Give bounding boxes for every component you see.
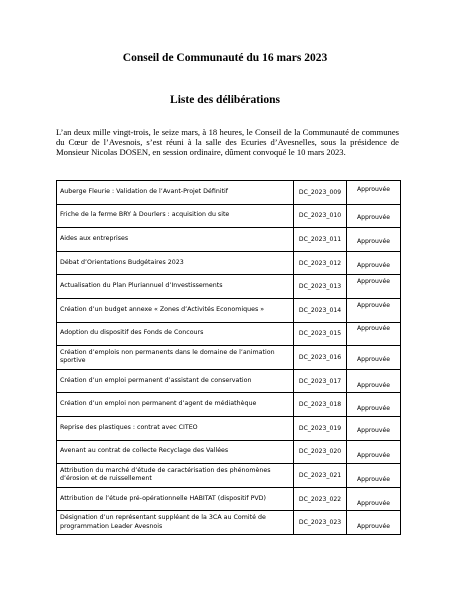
- deliberation-title: Attribution de l’étude pré-opérationnelle HABITAT (dispositif PVD): [57, 487, 294, 511]
- deliberation-code: DC_2023_017: [294, 369, 347, 393]
- document-title: Conseil de Communauté du 16 mars 2023: [122, 52, 328, 64]
- table-row: [57, 322, 401, 346]
- deliberation-status: Approuvée: [357, 452, 390, 460]
- deliberation-code: DC_2023_020: [294, 440, 347, 464]
- deliberation-status-cell: [347, 228, 401, 252]
- deliberation-status-cell: [347, 275, 401, 299]
- deliberation-status: Approuvée: [357, 185, 390, 193]
- deliberation-status: Approuvée: [357, 475, 390, 483]
- deliberation-title: Débat d’Orientations Budgétaires 2023: [57, 251, 294, 275]
- deliberation-code: DC_2023_021: [294, 464, 347, 488]
- deliberation-code: DC_2023_019: [294, 416, 347, 440]
- deliberation-code: DC_2023_011: [294, 228, 347, 252]
- deliberation-code: DC_2023_010: [294, 204, 347, 228]
- deliberation-status-cell: [347, 369, 401, 393]
- table-row: [57, 416, 401, 440]
- deliberation-status: Approuvée: [357, 381, 390, 389]
- document-subtitle: Liste des délibérations: [170, 94, 280, 106]
- deliberation-status-cell: [347, 487, 401, 511]
- deliberation-title: Désignation d’un représentant suppléant de la 3CA au Comité de programmation Leader Avesnois: [57, 511, 294, 535]
- deliberation-status-cell: [347, 511, 401, 535]
- deliberation-status: Approuvée: [357, 301, 390, 309]
- deliberations-table: [56, 180, 401, 535]
- intro-paragraph: L’an deux mille vingt-trois, le seize mars, à 18 heures, le Conseil de la Communauté de communes du Cœur de l’Avesnois, s’est réuni à la salle des Ecuries d’Avesnelles, sous la présidence de Monsieur Nicolas DOSEN, en session ordinaire, dûment convoqué le 10 mars 2023.: [56, 127, 399, 157]
- deliberation-title: Adoption du dispositif des Fonds de Concours: [57, 322, 294, 346]
- deliberation-code: DC_2023_018: [294, 393, 347, 417]
- deliberation-status: Approuvée: [357, 325, 390, 333]
- table-row: [57, 511, 401, 535]
- deliberation-status-cell: [347, 204, 401, 228]
- deliberation-status-cell: [347, 416, 401, 440]
- deliberation-status-cell: [347, 322, 401, 346]
- deliberation-status: Approuvée: [357, 261, 390, 269]
- table-row: [57, 464, 401, 488]
- deliberation-title: Actualisation du Plan Pluriannuel d’Investissements: [57, 275, 294, 299]
- deliberation-status-cell: [347, 440, 401, 464]
- deliberation-title: Auberge Fleurie : Validation de l’Avant-Projet Définitif: [57, 181, 294, 205]
- deliberation-title: Avenant au contrat de collecte Recyclage des Vallées: [57, 440, 294, 464]
- deliberation-code: DC_2023_015: [294, 322, 347, 346]
- table-row: [57, 251, 401, 275]
- table-row: [57, 440, 401, 464]
- deliberation-title: Création d’emplois non permanents dans le domaine de l’animation sportive: [57, 346, 294, 370]
- table-row: [57, 393, 401, 417]
- table-row: [57, 298, 401, 322]
- deliberation-status-cell: [347, 464, 401, 488]
- table-row: [57, 275, 401, 299]
- table-row: [57, 204, 401, 228]
- deliberation-status-cell: [347, 251, 401, 275]
- deliberation-title: Création d’un emploi permanent d’assistant de conservation: [57, 369, 294, 393]
- deliberation-status: Approuvée: [357, 499, 390, 507]
- deliberation-status: Approuvée: [357, 278, 390, 286]
- deliberation-title: Friche de la ferme BRY à Dourlers : acquisition du site: [57, 204, 294, 228]
- deliberation-status-cell: [347, 181, 401, 205]
- deliberation-code: DC_2023_016: [294, 346, 347, 370]
- deliberation-status: Approuvée: [357, 237, 390, 245]
- table-row: [57, 487, 401, 511]
- table-row: [57, 369, 401, 393]
- deliberation-code: DC_2023_023: [294, 511, 347, 535]
- deliberation-code: DC_2023_012: [294, 251, 347, 275]
- deliberation-status: Approuvée: [357, 405, 390, 413]
- deliberation-title: Aides aux entreprises: [57, 228, 294, 252]
- deliberation-code: DC_2023_009: [294, 181, 347, 205]
- deliberation-status-cell: [347, 346, 401, 370]
- deliberation-title: Attribution du marché d’étude de caractérisation des phénomènes d’érosion et de ruissellement: [57, 464, 294, 488]
- deliberation-code: DC_2023_014: [294, 298, 347, 322]
- deliberation-status: Approuvée: [357, 426, 390, 434]
- deliberation-title: Reprise des plastiques : contrat avec CITEO: [57, 416, 294, 440]
- deliberation-title: Création d’un budget annexe « Zones d’Activités Economiques »: [57, 298, 294, 322]
- table-row: [57, 228, 401, 252]
- deliberation-status-cell: [347, 393, 401, 417]
- deliberation-status-cell: [347, 298, 401, 322]
- table-row: [57, 181, 401, 205]
- deliberation-title: Création d’un emploi non permanent d’agent de médiathèque: [57, 393, 294, 417]
- deliberation-code: DC_2023_022: [294, 487, 347, 511]
- deliberation-status: Approuvée: [357, 523, 390, 531]
- deliberation-status: Approuvée: [357, 214, 390, 222]
- table-row: [57, 346, 401, 370]
- deliberation-code: DC_2023_013: [294, 275, 347, 299]
- deliberation-status: Approuvée: [357, 355, 390, 363]
